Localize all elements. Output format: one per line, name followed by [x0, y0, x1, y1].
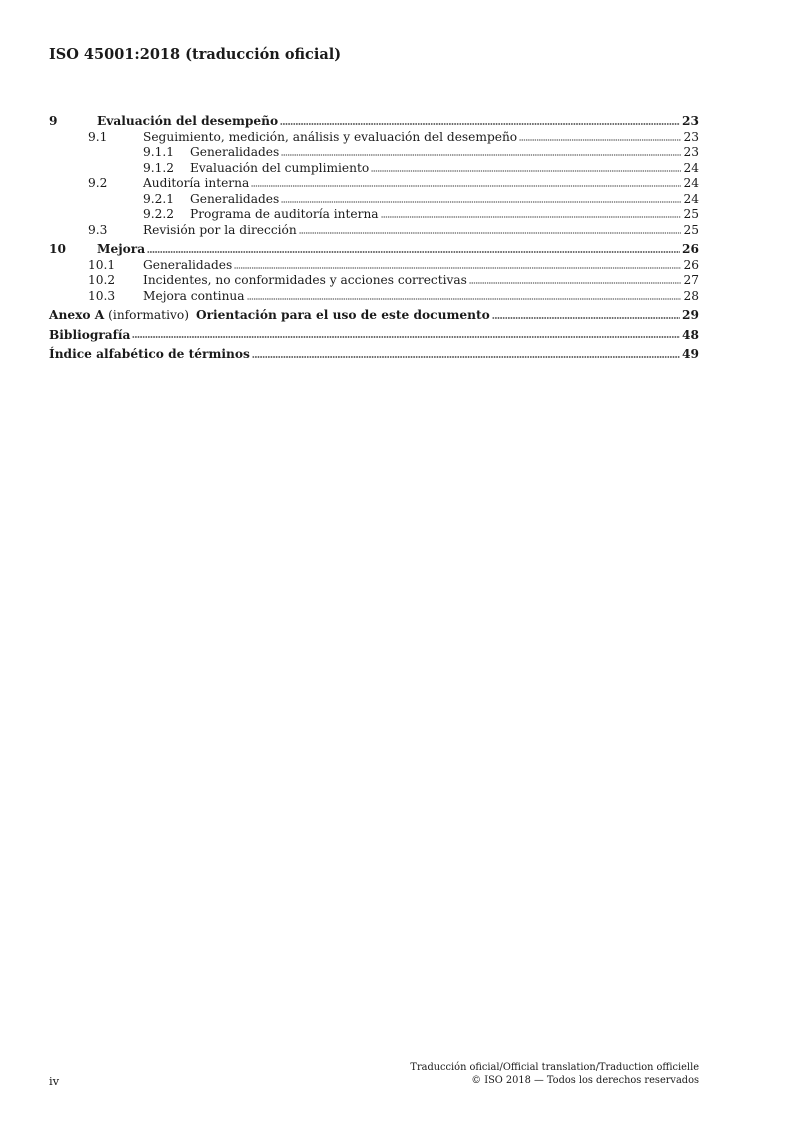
toc-page: 24 [683, 191, 699, 206]
dot-leader [381, 207, 682, 218]
document-header: ISO 45001:2018 (traducción oficial) [49, 46, 342, 63]
dot-leader [371, 161, 681, 172]
toc-entry-10-1[interactable] [49, 258, 699, 274]
toc-page: 49 [682, 347, 699, 361]
dot-leader [147, 242, 680, 253]
toc-entry-9-1-1[interactable] [49, 145, 699, 161]
toc-title: Generalidades [190, 191, 280, 206]
toc-title: Generalidades [143, 257, 233, 272]
toc-page: 23 [682, 114, 699, 128]
toc-page: 26 [683, 257, 699, 272]
dot-leader [251, 176, 681, 187]
toc-title: Revisión por la dirección [143, 222, 297, 237]
toc-title: Evaluación del cumplimiento [190, 160, 370, 175]
toc-entry-9-3[interactable] [49, 223, 699, 239]
dot-leader [469, 273, 682, 284]
toc-number: 9.2.2 [143, 207, 175, 221]
footer-notice [410, 1061, 699, 1087]
toc-number: 10.2 [88, 273, 116, 287]
dot-leader [281, 145, 681, 156]
toc-title: Bibliografía [49, 327, 131, 342]
copyright-notice: © ISO 2018 — Todos los derechos reservados [471, 1075, 699, 1086]
toc-entry-10[interactable] [49, 242, 699, 258]
toc-number: 9.2 [88, 176, 108, 190]
dot-leader [252, 347, 680, 358]
toc-page: 48 [682, 327, 699, 342]
toc-title: Seguimiento, medición, análisis y evaluación del desempeño [143, 129, 518, 144]
table-of-contents [49, 114, 699, 363]
toc-number: 9.1 [88, 129, 108, 144]
toc-entry-9[interactable] [49, 114, 699, 130]
dot-leader [132, 328, 680, 339]
page-number: iv [49, 1074, 60, 1088]
toc-title: Mejora continua [143, 288, 245, 303]
toc-entry-annex-a[interactable] [49, 308, 699, 324]
toc-page: 26 [682, 242, 699, 256]
toc-entry-9-2-1[interactable] [49, 192, 699, 208]
toc-number: 9 [49, 114, 58, 128]
toc-page: 27 [683, 273, 699, 287]
dot-leader [492, 308, 680, 319]
toc-title: Auditoría interna [143, 176, 250, 190]
toc-number: 9.2.1 [143, 191, 175, 206]
toc-page: 24 [683, 176, 699, 190]
toc-entry-10-3[interactable] [49, 289, 699, 305]
toc-title: Índice alfabético de términos [49, 347, 250, 361]
dot-leader [280, 114, 680, 125]
toc-entry-bibliography[interactable] [49, 328, 699, 344]
translation-notice: Traducción oficial/Official translation/Traduction officielle [410, 1062, 699, 1073]
dot-leader [234, 258, 681, 269]
toc-number: 10.3 [88, 288, 116, 303]
toc-number: 10.1 [88, 257, 116, 272]
toc-entry-9-2[interactable] [49, 176, 699, 192]
toc-entry-9-2-2[interactable] [49, 207, 699, 223]
dot-leader [281, 192, 681, 203]
toc-number: 9.3 [88, 222, 108, 237]
toc-page: 24 [683, 160, 699, 175]
toc-page: 28 [683, 288, 699, 303]
toc-page: 25 [683, 207, 699, 221]
toc-entry-10-2[interactable] [49, 273, 699, 289]
toc-annex-label: Anexo A [49, 308, 105, 322]
toc-title: Evaluación del desempeño [97, 114, 279, 128]
toc-entry-index[interactable] [49, 347, 699, 363]
toc-number: 9.1.2 [143, 160, 175, 175]
toc-title: Generalidades [190, 145, 280, 159]
dot-leader [519, 130, 681, 141]
toc-entry-9-1[interactable] [49, 130, 699, 146]
toc-title: Orientación para el uso de este documento [195, 308, 490, 322]
toc-title: Incidentes, no conformidades y acciones correctivas [143, 273, 467, 287]
toc-page: 25 [683, 222, 699, 237]
toc-annex-info: (informativo) [108, 308, 189, 322]
toc-page: 23 [683, 129, 699, 144]
toc-title: Programa de auditoría interna [190, 207, 379, 221]
dot-leader [247, 289, 682, 300]
toc-entry-9-1-2[interactable] [49, 161, 699, 177]
toc-number: 10 [49, 242, 66, 256]
toc-title: Mejora [97, 242, 146, 256]
toc-number: 9.1.1 [143, 145, 175, 159]
toc-page: 29 [682, 308, 699, 322]
toc-page: 23 [683, 145, 699, 159]
dot-leader [299, 223, 682, 234]
